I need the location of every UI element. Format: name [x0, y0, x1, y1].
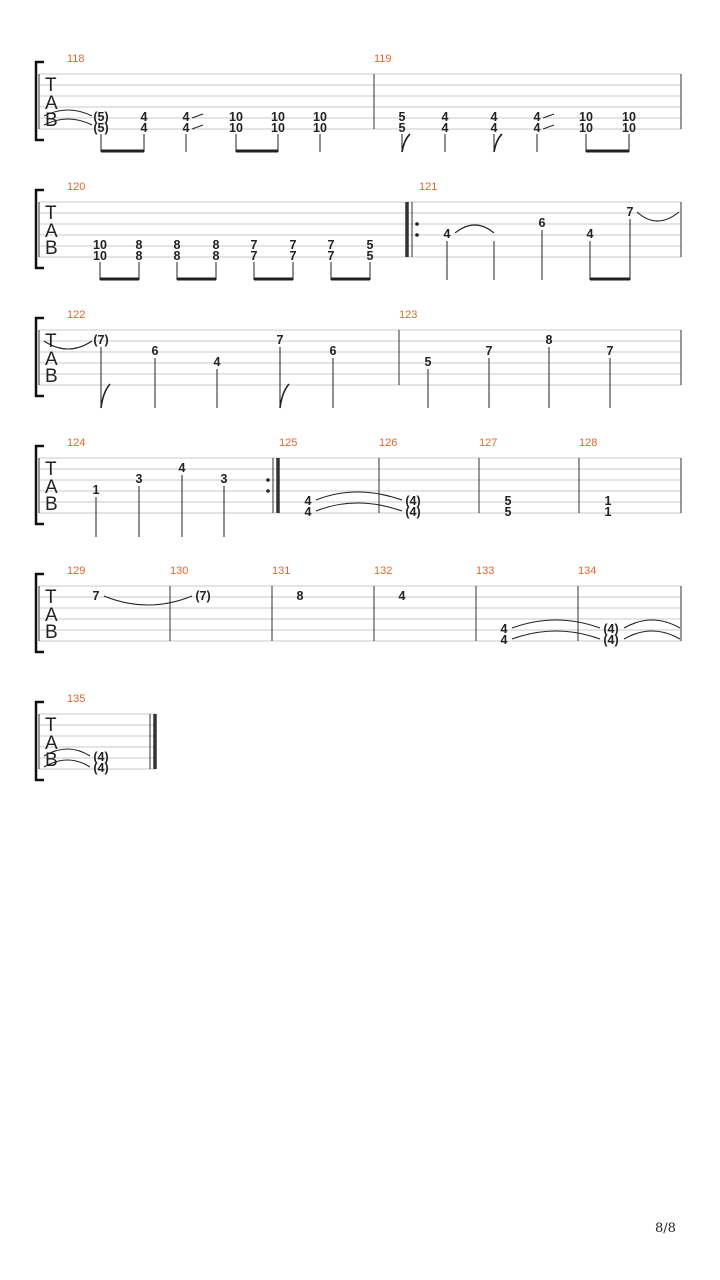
tie [624, 631, 680, 639]
fret-number: (5) [93, 110, 109, 124]
measure-number: 133 [476, 565, 495, 577]
tie [455, 225, 494, 233]
fret-number: 4 [140, 110, 148, 124]
rhythm-stems [96, 475, 224, 537]
fret-number: (5) [93, 121, 109, 135]
fret-number: 10 [313, 110, 327, 124]
fret-number: 5 [504, 494, 512, 508]
staff-system-4 [36, 437, 681, 537]
tab-clef-a: A [45, 349, 58, 370]
tab-staff-lines [39, 330, 681, 385]
page-number: 8/8 [655, 1221, 676, 1236]
tab-clef-t: T [45, 587, 57, 608]
fret-number: 10 [313, 121, 327, 135]
measure-number: 123 [399, 309, 418, 321]
fret-number: 10 [579, 110, 593, 124]
fret-number: 7 [289, 249, 297, 263]
fret-number: 10 [271, 110, 285, 124]
tab-clef-t: T [45, 331, 57, 352]
grace-flag [494, 134, 502, 152]
fret-number: 7 [327, 249, 335, 263]
measure-number: 127 [479, 437, 498, 449]
fret-number: 10 [93, 238, 107, 252]
measure-number: 130 [170, 565, 189, 577]
fret-number: 7 [327, 238, 335, 252]
measure-number: 120 [67, 181, 86, 193]
fret-number: (4) [405, 505, 421, 519]
fret-number: (4) [603, 622, 619, 636]
staff-system-3 [36, 309, 681, 408]
fret-number: (4) [603, 633, 619, 647]
repeat-dot [266, 478, 270, 482]
fret-number: 7 [92, 589, 100, 603]
fret-number: 4 [533, 110, 541, 124]
measure-number: 128 [579, 437, 598, 449]
fret-number: 8 [296, 589, 304, 603]
fret-number: 8 [135, 249, 143, 263]
staff-system-5 [36, 565, 681, 652]
repeat-dot [266, 489, 270, 493]
fret-number: 1 [92, 483, 100, 497]
fret-number: 4 [441, 121, 449, 135]
tab-clef-a: A [45, 93, 58, 114]
fret-number: 7 [626, 205, 634, 219]
fret-number: 4 [500, 622, 508, 636]
fret-number: 4 [304, 505, 312, 519]
slide-mark [543, 125, 554, 129]
fret-number: 1 [604, 494, 612, 508]
tab-clef-b: B [45, 238, 58, 259]
tab-clef-a: A [45, 605, 58, 626]
tab-clef-b: B [45, 366, 58, 387]
rhythm-stems [100, 262, 370, 280]
fret-number: (4) [405, 494, 421, 508]
tab-clef-b: B [45, 110, 58, 131]
fret-number: 7 [606, 344, 614, 358]
measure-number: 124 [67, 437, 86, 449]
measure-number: 119 [374, 53, 392, 65]
tab-clef-b: B [45, 494, 58, 515]
fret-number: 5 [398, 121, 406, 135]
tie [512, 620, 600, 628]
grace-flag [402, 134, 410, 152]
fret-number: 10 [622, 121, 636, 135]
fret-number: (4) [93, 761, 109, 775]
fret-number: 5 [504, 505, 512, 519]
fret-number: 4 [304, 494, 312, 508]
tie [624, 620, 680, 628]
fret-number: 7 [276, 333, 284, 347]
slide-mark [192, 125, 203, 129]
fret-number: 3 [220, 472, 228, 486]
tie [512, 631, 600, 639]
measure-number: 135 [67, 693, 86, 705]
fret-number: 8 [173, 249, 181, 263]
fret-number: 7 [289, 238, 297, 252]
measure-number: 122 [67, 309, 86, 321]
fret-number: 8 [212, 249, 220, 263]
fret-number: 6 [151, 344, 159, 358]
fret-number: 5 [398, 110, 406, 124]
fret-number: 4 [182, 121, 190, 135]
fret-number: 7 [485, 344, 493, 358]
fret-number: 4 [140, 121, 148, 135]
measure-number: 126 [379, 437, 398, 449]
fret-number: 7 [250, 238, 258, 252]
tab-clef-a: A [45, 477, 58, 498]
fret-number: 4 [500, 633, 508, 647]
fret-number: 10 [622, 110, 636, 124]
fret-number: 8 [135, 238, 143, 252]
staff-system-2 [36, 181, 681, 280]
fret-number: 4 [213, 355, 221, 369]
fret-number: 4 [533, 121, 541, 135]
fret-number: 4 [490, 110, 498, 124]
fret-number: 4 [586, 227, 594, 241]
tab-clef-t: T [45, 715, 57, 736]
tab-clef-t: T [45, 203, 57, 224]
fret-number: 10 [271, 121, 285, 135]
rhythm-stems [402, 134, 629, 152]
rhythm-stems [428, 347, 610, 408]
fret-number: (4) [93, 750, 109, 764]
grace-flag [280, 384, 289, 408]
fret-number: 6 [538, 216, 546, 230]
tie [316, 503, 402, 511]
fret-number: 4 [441, 110, 449, 124]
tab-clef-b: B [45, 750, 58, 771]
fret-number: 4 [178, 461, 186, 475]
tab-clef-b: B [45, 622, 58, 643]
fret-number: 4 [182, 110, 190, 124]
fret-number: 7 [250, 249, 258, 263]
fret-number: 10 [93, 249, 107, 263]
fret-number: 6 [329, 344, 337, 358]
fret-number: 10 [229, 110, 243, 124]
fret-number: (7) [93, 333, 109, 347]
measure-number: 132 [374, 565, 393, 577]
fret-number: 5 [424, 355, 432, 369]
tab-clef-t: T [45, 75, 57, 96]
fret-number: 5 [366, 238, 374, 252]
measure-number: 121 [419, 181, 438, 193]
fret-number: 4 [398, 589, 406, 603]
tie [316, 492, 402, 500]
fret-number: 5 [366, 249, 374, 263]
rhythm-stems [101, 134, 320, 152]
slide-mark [543, 114, 554, 118]
measure-number: 129 [67, 565, 86, 577]
fret-number: 8 [545, 333, 553, 347]
fret-number: 4 [443, 227, 451, 241]
measure-number: 125 [279, 437, 298, 449]
grace-flag [101, 384, 110, 408]
tab-staff-lines [39, 586, 681, 641]
fret-number: 10 [579, 121, 593, 135]
fret-number: 10 [229, 121, 243, 135]
tab-clef-a: A [45, 733, 58, 754]
repeat-dot [415, 233, 419, 237]
staff-system-1 [36, 53, 681, 152]
slide-mark [192, 114, 203, 118]
fret-number: 1 [604, 505, 612, 519]
staff-system-6 [36, 693, 156, 780]
fret-number: 8 [173, 238, 181, 252]
measure-number: 134 [578, 565, 597, 577]
fret-number: (7) [195, 589, 211, 603]
repeat-dot [415, 222, 419, 226]
tab-clef-a: A [45, 221, 58, 242]
fret-number: 3 [135, 472, 143, 486]
fret-number: 8 [212, 238, 220, 252]
fret-number: 4 [490, 121, 498, 135]
measure-number: 131 [272, 565, 291, 577]
tab-clef-t: T [45, 459, 57, 480]
measure-number: 118 [67, 53, 85, 65]
